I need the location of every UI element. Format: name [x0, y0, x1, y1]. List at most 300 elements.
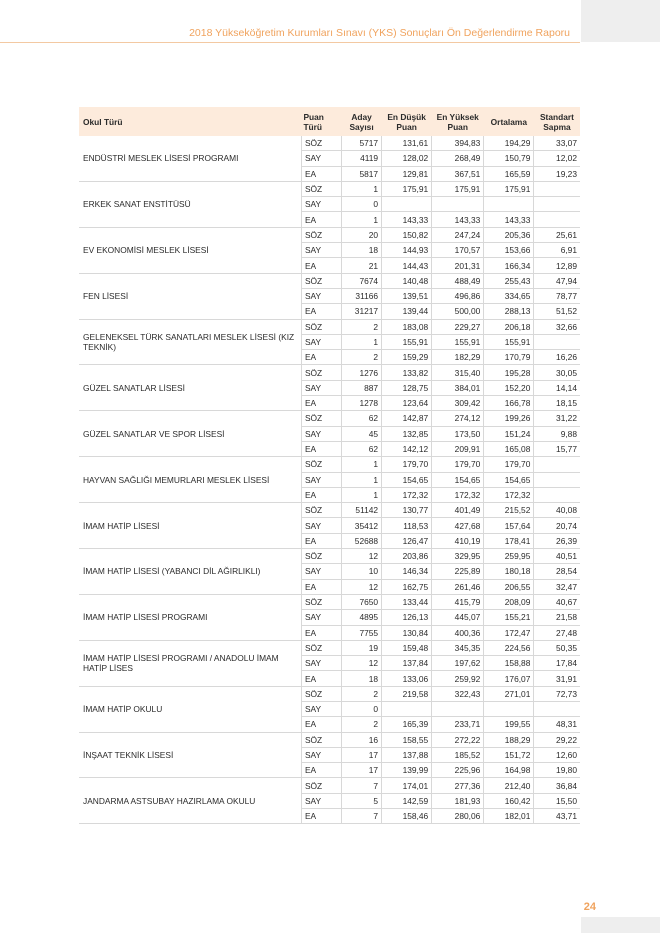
school-type-cell: GÜZEL SANATLAR VE SPOR LİSESİ	[79, 411, 301, 457]
score-type-cell: SAY	[301, 610, 341, 625]
value-cell: 40,67	[534, 594, 580, 609]
score-type-cell: SÖZ	[301, 273, 341, 288]
value-cell	[534, 472, 580, 487]
value-cell: 12,02	[534, 151, 580, 166]
value-cell: 150,82	[382, 227, 432, 242]
value-cell: 15,50	[534, 793, 580, 808]
value-cell: 175,91	[382, 181, 432, 196]
score-type-cell: SÖZ	[301, 411, 341, 426]
value-cell: 1	[342, 487, 382, 502]
value-cell: 133,06	[382, 671, 432, 686]
value-cell: 6,91	[534, 243, 580, 258]
value-cell: 78,77	[534, 288, 580, 303]
value-cell	[484, 701, 534, 716]
value-cell: 51,52	[534, 304, 580, 319]
value-cell	[534, 197, 580, 212]
value-cell: 128,02	[382, 151, 432, 166]
value-cell: 209,91	[432, 441, 484, 456]
value-cell: 158,46	[382, 809, 432, 824]
value-cell: 51142	[342, 503, 382, 518]
value-cell: 137,88	[382, 747, 432, 762]
value-cell: 28,54	[534, 564, 580, 579]
school-type-cell: İMAM HATİP LİSESİ	[79, 503, 301, 549]
value-cell: 154,65	[432, 472, 484, 487]
value-cell: 52688	[342, 533, 382, 548]
value-cell	[382, 701, 432, 716]
value-cell: 7	[342, 778, 382, 793]
value-cell: 29,22	[534, 732, 580, 747]
value-cell: 175,91	[484, 181, 534, 196]
value-cell: 21,58	[534, 610, 580, 625]
value-cell: 1	[342, 472, 382, 487]
page-number: 24	[583, 901, 596, 913]
value-cell: 274,12	[432, 411, 484, 426]
school-type-cell: İMAM HATİP LİSESİ PROGRAMI	[79, 594, 301, 640]
score-type-cell: SÖZ	[301, 732, 341, 747]
value-cell: 5	[342, 793, 382, 808]
value-cell: 165,59	[484, 166, 534, 181]
value-cell: 18	[342, 243, 382, 258]
value-cell: 367,51	[432, 166, 484, 181]
value-cell: 182,29	[432, 350, 484, 365]
value-cell: 225,96	[432, 763, 484, 778]
score-type-cell: SAY	[301, 288, 341, 303]
value-cell: 400,36	[432, 625, 484, 640]
value-cell: 188,29	[484, 732, 534, 747]
score-type-cell: SAY	[301, 151, 341, 166]
value-cell: 159,29	[382, 350, 432, 365]
value-cell: 1	[342, 212, 382, 227]
value-cell: 50,35	[534, 640, 580, 655]
column-header: En Yüksek Puan	[432, 107, 484, 136]
value-cell: 126,47	[382, 533, 432, 548]
value-cell: 144,93	[382, 243, 432, 258]
table-row	[79, 640, 580, 655]
value-cell: 139,51	[382, 288, 432, 303]
value-cell: 4119	[342, 151, 382, 166]
value-cell: 31,91	[534, 671, 580, 686]
value-cell: 10	[342, 564, 382, 579]
school-type-cell: İMAM HATİP LİSESİ (YABANCI DİL AĞIRLIKLI)	[79, 549, 301, 595]
value-cell: 157,64	[484, 518, 534, 533]
school-type-cell: İNŞAAT TEKNİK LİSESİ	[79, 732, 301, 778]
score-type-cell: EA	[301, 304, 341, 319]
score-type-cell: SÖZ	[301, 778, 341, 793]
score-type-cell: SAY	[301, 380, 341, 395]
value-cell: 31217	[342, 304, 382, 319]
value-cell: 173,50	[432, 426, 484, 441]
value-cell: 17	[342, 763, 382, 778]
value-cell: 181,93	[432, 793, 484, 808]
score-type-cell: SÖZ	[301, 594, 341, 609]
value-cell: 153,66	[484, 243, 534, 258]
value-cell: 7	[342, 809, 382, 824]
score-type-cell: EA	[301, 625, 341, 640]
value-cell: 401,49	[432, 503, 484, 518]
value-cell: 128,75	[382, 380, 432, 395]
score-type-cell: SAY	[301, 656, 341, 671]
value-cell: 20	[342, 227, 382, 242]
value-cell	[534, 181, 580, 196]
value-cell: 12	[342, 549, 382, 564]
column-header: Okul Türü	[79, 107, 301, 136]
value-cell: 179,70	[484, 457, 534, 472]
value-cell: 1	[342, 334, 382, 349]
value-cell: 172,47	[484, 625, 534, 640]
value-cell: 162,75	[382, 579, 432, 594]
value-cell: 201,31	[432, 258, 484, 273]
value-cell: 131,61	[382, 136, 432, 151]
table-row	[79, 181, 580, 196]
value-cell	[534, 457, 580, 472]
value-cell: 199,55	[484, 717, 534, 732]
value-cell: 334,65	[484, 288, 534, 303]
score-type-cell: EA	[301, 166, 341, 181]
value-cell: 384,01	[432, 380, 484, 395]
value-cell: 143,33	[484, 212, 534, 227]
table-row	[79, 411, 580, 426]
school-type-cell: JANDARMA ASTSUBAY HAZIRLAMA OKULU	[79, 778, 301, 824]
value-cell: 183,08	[382, 319, 432, 334]
value-cell: 144,43	[382, 258, 432, 273]
score-type-cell: EA	[301, 258, 341, 273]
value-cell: 126,13	[382, 610, 432, 625]
value-cell: 158,88	[484, 656, 534, 671]
value-cell: 203,86	[382, 549, 432, 564]
value-cell: 394,83	[432, 136, 484, 151]
table-row	[79, 503, 580, 518]
column-header: Puan Türü	[301, 107, 341, 136]
value-cell: 7650	[342, 594, 382, 609]
value-cell: 47,94	[534, 273, 580, 288]
value-cell: 206,18	[484, 319, 534, 334]
value-cell: 32,66	[534, 319, 580, 334]
score-type-cell: SÖZ	[301, 503, 341, 518]
value-cell: 0	[342, 701, 382, 716]
value-cell: 33,07	[534, 136, 580, 151]
value-cell: 206,55	[484, 579, 534, 594]
value-cell: 31166	[342, 288, 382, 303]
value-cell: 140,48	[382, 273, 432, 288]
score-type-cell: SÖZ	[301, 686, 341, 701]
value-cell: 172,32	[484, 487, 534, 502]
value-cell: 62	[342, 411, 382, 426]
value-cell: 159,48	[382, 640, 432, 655]
value-cell: 40,08	[534, 503, 580, 518]
value-cell: 887	[342, 380, 382, 395]
value-cell: 175,91	[432, 181, 484, 196]
value-cell: 309,42	[432, 396, 484, 411]
value-cell: 62	[342, 441, 382, 456]
value-cell: 150,79	[484, 151, 534, 166]
score-type-cell: SÖZ	[301, 640, 341, 655]
value-cell: 35412	[342, 518, 382, 533]
school-type-cell: İMAM HATİP LİSESİ PROGRAMI / ANADOLU İMAM HATİP LİSES	[79, 640, 301, 686]
value-cell: 445,07	[432, 610, 484, 625]
school-type-cell: HAYVAN SAĞLIĞI MEMURLARI MESLEK LİSESİ	[79, 457, 301, 503]
school-type-cell: EV EKONOMİSİ MESLEK LİSESİ	[79, 227, 301, 273]
column-header: Ortalama	[484, 107, 534, 136]
value-cell: 139,44	[382, 304, 432, 319]
score-type-cell: SAY	[301, 518, 341, 533]
value-cell: 280,06	[432, 809, 484, 824]
value-cell: 205,36	[484, 227, 534, 242]
value-cell: 27,48	[534, 625, 580, 640]
score-type-cell: EA	[301, 350, 341, 365]
table-row	[79, 319, 580, 334]
value-cell: 143,33	[432, 212, 484, 227]
value-cell: 19	[342, 640, 382, 655]
value-cell: 17	[342, 747, 382, 762]
value-cell: 155,91	[382, 334, 432, 349]
value-cell: 2	[342, 319, 382, 334]
value-cell: 0	[342, 197, 382, 212]
value-cell: 2	[342, 686, 382, 701]
score-type-cell: SAY	[301, 334, 341, 349]
value-cell: 12	[342, 656, 382, 671]
value-cell: 166,34	[484, 258, 534, 273]
value-cell: 329,95	[432, 549, 484, 564]
value-cell: 488,49	[432, 273, 484, 288]
value-cell: 197,62	[432, 656, 484, 671]
results-table	[79, 107, 580, 824]
value-cell: 229,27	[432, 319, 484, 334]
value-cell: 182,01	[484, 809, 534, 824]
value-cell: 259,92	[432, 671, 484, 686]
score-type-cell: EA	[301, 579, 341, 594]
value-cell: 176,07	[484, 671, 534, 686]
value-cell: 212,40	[484, 778, 534, 793]
table-row	[79, 549, 580, 564]
score-type-cell: SAY	[301, 564, 341, 579]
value-cell: 151,24	[484, 426, 534, 441]
value-cell	[432, 197, 484, 212]
score-type-cell: EA	[301, 212, 341, 227]
value-cell: 174,01	[382, 778, 432, 793]
value-cell: 45	[342, 426, 382, 441]
value-cell	[534, 701, 580, 716]
value-cell: 272,22	[432, 732, 484, 747]
value-cell: 130,84	[382, 625, 432, 640]
value-cell: 160,42	[484, 793, 534, 808]
value-cell: 19,23	[534, 166, 580, 181]
value-cell: 277,36	[432, 778, 484, 793]
value-cell: 165,08	[484, 441, 534, 456]
value-cell: 172,32	[432, 487, 484, 502]
value-cell: 170,57	[432, 243, 484, 258]
score-type-cell: SÖZ	[301, 457, 341, 472]
report-title: 2018 Yükseköğretim Kurumları Sınavı (YKS) Sonuçları Ön Değerlendirme Raporu	[189, 27, 570, 39]
school-type-cell: ERKEK SANAT ENSTİTÜSÜ	[79, 181, 301, 227]
value-cell: 427,68	[432, 518, 484, 533]
score-type-cell: EA	[301, 763, 341, 778]
value-cell: 118,53	[382, 518, 432, 533]
value-cell: 158,55	[382, 732, 432, 747]
value-cell: 26,39	[534, 533, 580, 548]
score-type-cell: SAY	[301, 243, 341, 258]
value-cell: 30,05	[534, 365, 580, 380]
table-row	[79, 273, 580, 288]
school-type-cell: GÜZEL SANATLAR LİSESİ	[79, 365, 301, 411]
value-cell: 199,26	[484, 411, 534, 426]
value-cell: 7674	[342, 273, 382, 288]
value-cell: 14,14	[534, 380, 580, 395]
table-row	[79, 457, 580, 472]
value-cell: 20,74	[534, 518, 580, 533]
value-cell: 155,91	[432, 334, 484, 349]
value-cell: 165,39	[382, 717, 432, 732]
value-cell	[534, 334, 580, 349]
value-cell: 500,00	[432, 304, 484, 319]
score-type-cell: EA	[301, 487, 341, 502]
score-type-cell: EA	[301, 671, 341, 686]
value-cell: 19,80	[534, 763, 580, 778]
value-cell	[432, 701, 484, 716]
value-cell: 142,59	[382, 793, 432, 808]
value-cell: 139,99	[382, 763, 432, 778]
corner-tab	[581, 0, 660, 42]
score-type-cell: EA	[301, 809, 341, 824]
value-cell: 225,89	[432, 564, 484, 579]
value-cell: 129,81	[382, 166, 432, 181]
value-cell: 288,13	[484, 304, 534, 319]
value-cell: 261,46	[432, 579, 484, 594]
value-cell: 247,24	[432, 227, 484, 242]
value-cell: 224,56	[484, 640, 534, 655]
table-row	[79, 136, 580, 151]
value-cell: 219,58	[382, 686, 432, 701]
table-row	[79, 686, 580, 701]
value-cell: 21	[342, 258, 382, 273]
value-cell: 7755	[342, 625, 382, 640]
table-row	[79, 732, 580, 747]
value-cell	[534, 487, 580, 502]
value-cell	[382, 197, 432, 212]
school-type-cell: GELENEKSEL TÜRK SANATLARI MESLEK LİSESİ (KIZ TEKNİK)	[79, 319, 301, 365]
value-cell: 155,21	[484, 610, 534, 625]
score-type-cell: SÖZ	[301, 319, 341, 334]
value-cell: 271,01	[484, 686, 534, 701]
value-cell: 12,89	[534, 258, 580, 273]
value-cell: 72,73	[534, 686, 580, 701]
value-cell: 154,65	[382, 472, 432, 487]
score-type-cell: SÖZ	[301, 549, 341, 564]
column-header: Aday Sayısı	[342, 107, 382, 136]
column-header: En Düşük Puan	[382, 107, 432, 136]
value-cell: 315,40	[432, 365, 484, 380]
value-cell: 5817	[342, 166, 382, 181]
score-type-cell: SAY	[301, 426, 341, 441]
value-cell: 9,88	[534, 426, 580, 441]
value-cell: 179,70	[432, 457, 484, 472]
value-cell: 322,43	[432, 686, 484, 701]
value-cell: 133,82	[382, 365, 432, 380]
score-type-cell: EA	[301, 441, 341, 456]
value-cell: 208,09	[484, 594, 534, 609]
value-cell: 345,35	[432, 640, 484, 655]
value-cell: 130,77	[382, 503, 432, 518]
value-cell: 12,60	[534, 747, 580, 762]
value-cell: 5717	[342, 136, 382, 151]
value-cell: 496,86	[432, 288, 484, 303]
value-cell: 180,18	[484, 564, 534, 579]
value-cell: 32,47	[534, 579, 580, 594]
value-cell: 137,84	[382, 656, 432, 671]
table-header-row	[79, 107, 580, 136]
value-cell: 259,95	[484, 549, 534, 564]
score-type-cell: SAY	[301, 701, 341, 716]
score-type-cell: SÖZ	[301, 365, 341, 380]
value-cell: 1	[342, 457, 382, 472]
value-cell	[534, 212, 580, 227]
value-cell: 143,33	[382, 212, 432, 227]
value-cell: 142,12	[382, 441, 432, 456]
value-cell: 31,22	[534, 411, 580, 426]
value-cell: 170,79	[484, 350, 534, 365]
school-type-cell: ENDÜSTRİ MESLEK LİSESİ PROGRAMI	[79, 136, 301, 181]
value-cell: 2	[342, 717, 382, 732]
value-cell: 146,34	[382, 564, 432, 579]
value-cell: 1278	[342, 396, 382, 411]
bottom-tab	[581, 917, 660, 933]
table-body	[79, 136, 580, 824]
value-cell: 40,51	[534, 549, 580, 564]
value-cell: 215,52	[484, 503, 534, 518]
value-cell: 48,31	[534, 717, 580, 732]
score-type-cell: SÖZ	[301, 181, 341, 196]
value-cell: 152,20	[484, 380, 534, 395]
value-cell: 123,64	[382, 396, 432, 411]
value-cell: 1	[342, 181, 382, 196]
column-header: Standart Sapma	[534, 107, 580, 136]
value-cell: 233,71	[432, 717, 484, 732]
value-cell: 410,19	[432, 533, 484, 548]
value-cell: 151,72	[484, 747, 534, 762]
value-cell: 1276	[342, 365, 382, 380]
table-row	[79, 778, 580, 793]
value-cell: 16,26	[534, 350, 580, 365]
value-cell: 178,41	[484, 533, 534, 548]
value-cell: 185,52	[432, 747, 484, 762]
score-type-cell: EA	[301, 396, 341, 411]
value-cell: 2	[342, 350, 382, 365]
score-type-cell: SAY	[301, 197, 341, 212]
value-cell: 142,87	[382, 411, 432, 426]
value-cell: 132,85	[382, 426, 432, 441]
value-cell: 179,70	[382, 457, 432, 472]
value-cell: 18,15	[534, 396, 580, 411]
value-cell: 164,98	[484, 763, 534, 778]
score-type-cell: EA	[301, 717, 341, 732]
value-cell: 25,61	[534, 227, 580, 242]
table-row	[79, 594, 580, 609]
score-type-cell: EA	[301, 533, 341, 548]
value-cell: 255,43	[484, 273, 534, 288]
table-row	[79, 227, 580, 242]
score-type-cell: SAY	[301, 472, 341, 487]
value-cell: 17,84	[534, 656, 580, 671]
value-cell: 4895	[342, 610, 382, 625]
value-cell: 154,65	[484, 472, 534, 487]
value-cell: 415,79	[432, 594, 484, 609]
value-cell: 16	[342, 732, 382, 747]
score-type-cell: SAY	[301, 747, 341, 762]
value-cell: 133,44	[382, 594, 432, 609]
value-cell: 166,78	[484, 396, 534, 411]
value-cell: 18	[342, 671, 382, 686]
value-cell: 43,71	[534, 809, 580, 824]
value-cell: 12	[342, 579, 382, 594]
